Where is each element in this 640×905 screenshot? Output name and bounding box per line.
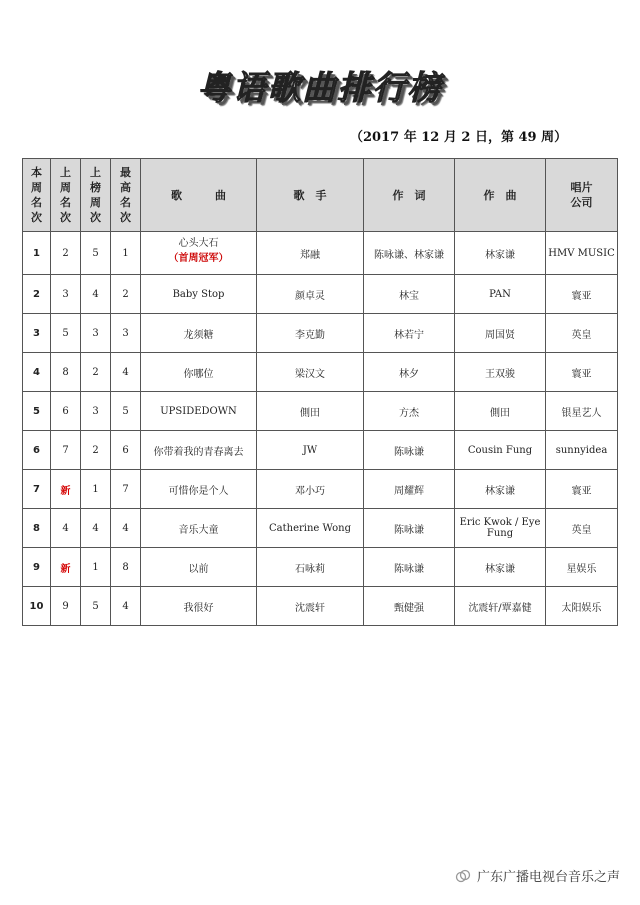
rank-cell: 9 (23, 548, 51, 587)
header-song: 歌 曲 (141, 159, 257, 232)
weeks-cell: 5 (81, 232, 111, 275)
rank-cell: 6 (23, 431, 51, 470)
composer-cell: 林家谦 (455, 232, 546, 275)
peak-cell: 2 (111, 275, 141, 314)
peak-cell: 3 (111, 314, 141, 353)
singer-cell: JW (257, 431, 364, 470)
header-composer: 作 曲 (455, 159, 546, 232)
lyricist-cell: 林宝 (364, 275, 455, 314)
composer-cell: Cousin Fung (455, 431, 546, 470)
table-row (23, 314, 618, 353)
lyricist-cell: 甄健强 (364, 587, 455, 626)
label-cell: 寰亚 (546, 470, 618, 509)
peak-cell: 4 (111, 587, 141, 626)
composer-cell: 側田 (455, 392, 546, 431)
last-week-cell: 6 (51, 392, 81, 431)
weeks-cell: 1 (81, 548, 111, 587)
chart-table (22, 158, 618, 626)
source-watermark (455, 866, 620, 885)
chart-date: （2017 年 12 月 2 日，第 49 周） (350, 130, 568, 145)
song-cell: UPSIDEDOWN (141, 392, 257, 431)
table-row (23, 232, 618, 275)
song-cell: 龙须糖 (141, 314, 257, 353)
singer-cell: 颜卓灵 (257, 275, 364, 314)
last-week-cell: 5 (51, 314, 81, 353)
last-week-cell: 7 (51, 431, 81, 470)
table-row (23, 509, 618, 548)
peak-cell: 7 (111, 470, 141, 509)
lyricist-cell: 林若宁 (364, 314, 455, 353)
weeks-cell: 5 (81, 587, 111, 626)
label-cell: HMV MUSIC (546, 232, 618, 275)
singer-cell: 沈震轩 (257, 587, 364, 626)
label-cell: 银星艺人 (546, 392, 618, 431)
song-cell: 音乐大童 (141, 509, 257, 548)
composer-cell: 周国贤 (455, 314, 546, 353)
peak-cell: 5 (111, 392, 141, 431)
lyricist-cell: 陈咏谦、林家谦 (364, 232, 455, 275)
lyricist-cell: 林夕 (364, 353, 455, 392)
header-singer: 歌 手 (257, 159, 364, 232)
weeks-cell: 3 (81, 314, 111, 353)
singer-cell: 邓小巧 (257, 470, 364, 509)
header-label: 唱片 公司 (546, 159, 618, 232)
singer-cell: 郑融 (257, 232, 364, 275)
weeks-cell: 2 (81, 431, 111, 470)
rank-cell: 4 (23, 353, 51, 392)
composer-cell: PAN (455, 275, 546, 314)
rank-cell: 2 (23, 275, 51, 314)
singer-cell: 李克勤 (257, 314, 364, 353)
rank-cell: 3 (23, 314, 51, 353)
header-weeks-on-chart: 上 榜 周 次 (81, 159, 111, 232)
song-cell: 以前 (141, 548, 257, 587)
header-rank: 本 周 名 次 (23, 159, 51, 232)
rank-cell: 10 (23, 587, 51, 626)
last-week-cell: 9 (51, 587, 81, 626)
label-cell: 星娱乐 (546, 548, 618, 587)
lyricist-cell: 陈咏谦 (364, 548, 455, 587)
song-cell: 你带着我的青春离去 (141, 431, 257, 470)
composer-cell: 沈震轩/覃嘉健 (455, 587, 546, 626)
composer-cell: 林家谦 (455, 470, 546, 509)
source-name: 广东广播电视台音乐之声 (476, 870, 620, 885)
table-row (23, 470, 618, 509)
last-week-cell: 4 (51, 509, 81, 548)
weeks-cell: 4 (81, 509, 111, 548)
weeks-cell: 3 (81, 392, 111, 431)
peak-cell: 4 (111, 509, 141, 548)
last-week-cell: 3 (51, 275, 81, 314)
singer-cell: Catherine Wong (257, 509, 364, 548)
lyricist-cell: 陈咏谦 (364, 509, 455, 548)
last-week-cell: 新 (51, 470, 81, 509)
rank-cell: 1 (23, 232, 51, 275)
rank-cell: 8 (23, 509, 51, 548)
weeks-cell: 4 (81, 275, 111, 314)
song-title: 心头大石 (178, 238, 219, 249)
header-row (23, 159, 618, 232)
label-cell: 英皇 (546, 509, 618, 548)
song-cell: 可惜你是个人 (141, 470, 257, 509)
peak-cell: 4 (111, 353, 141, 392)
last-week-cell: 8 (51, 353, 81, 392)
song-cell: 我很好 (141, 587, 257, 626)
table-row (23, 431, 618, 470)
first-week-champion-note: （首周冠军） (168, 253, 229, 264)
rank-cell: 5 (23, 392, 51, 431)
table-row (23, 548, 618, 587)
wechat-icon (455, 868, 471, 884)
lyricist-cell: 陈咏谦 (364, 431, 455, 470)
singer-cell: 側田 (257, 392, 364, 431)
peak-cell: 6 (111, 431, 141, 470)
lyricist-cell: 方杰 (364, 392, 455, 431)
weeks-cell: 1 (81, 470, 111, 509)
composer-cell: Eric Kwok / Eye Fung (455, 509, 546, 548)
composer-cell: 林家谦 (455, 548, 546, 587)
peak-cell: 1 (111, 232, 141, 275)
page-title: 粤语歌曲排行榜 (197, 68, 443, 107)
rank-cell: 7 (23, 470, 51, 509)
singer-cell: 梁汉文 (257, 353, 364, 392)
last-week-cell: 新 (51, 548, 81, 587)
peak-cell: 8 (111, 548, 141, 587)
song-cell: 你哪位 (141, 353, 257, 392)
song-cell (141, 232, 257, 275)
label-cell: 寰亚 (546, 275, 618, 314)
label-cell: sunnyidea (546, 431, 618, 470)
label-cell: 太阳娱乐 (546, 587, 618, 626)
header-lyricist: 作 词 (364, 159, 455, 232)
label-cell: 寰亚 (546, 353, 618, 392)
lyricist-cell: 周耀辉 (364, 470, 455, 509)
label-cell: 英皇 (546, 314, 618, 353)
header-peak: 最 高 名 次 (111, 159, 141, 232)
header-last-week: 上 周 名 次 (51, 159, 81, 232)
table-row (23, 587, 618, 626)
song-cell: Baby Stop (141, 275, 257, 314)
composer-cell: 王双骏 (455, 353, 546, 392)
weeks-cell: 2 (81, 353, 111, 392)
table-row (23, 392, 618, 431)
table-row (23, 275, 618, 314)
last-week-cell: 2 (51, 232, 81, 275)
singer-cell: 石咏莉 (257, 548, 364, 587)
table-row (23, 353, 618, 392)
